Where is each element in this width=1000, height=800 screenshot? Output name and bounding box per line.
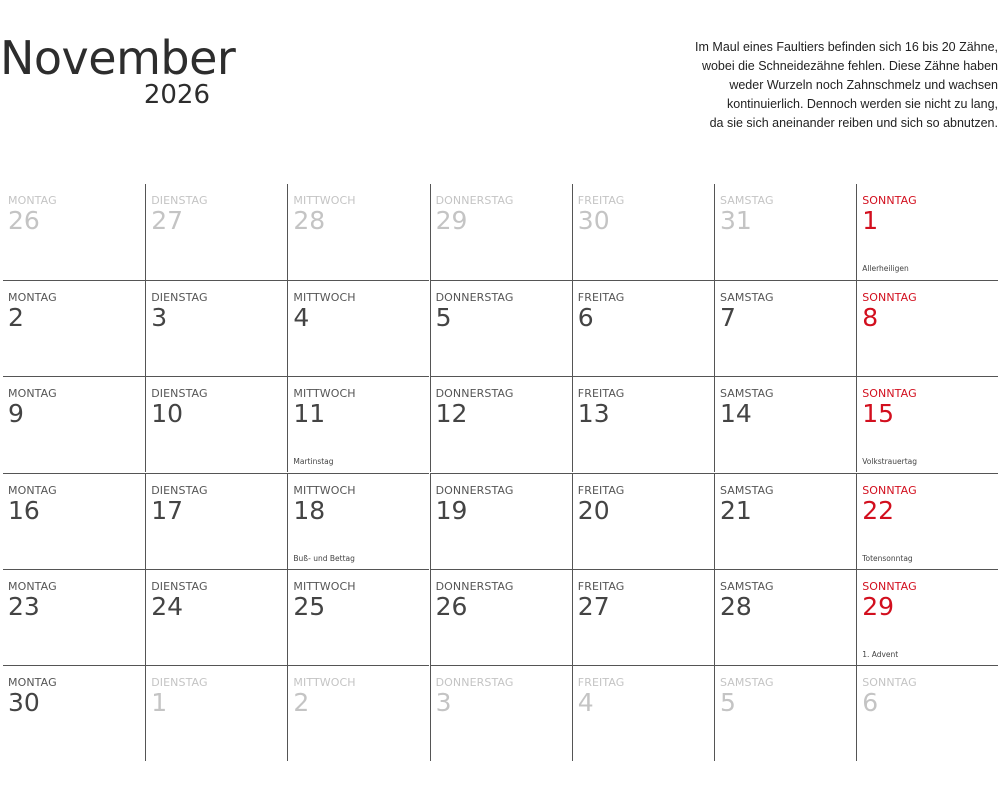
day-number: 1 xyxy=(151,688,168,717)
day-cell xyxy=(714,280,856,376)
day-cell xyxy=(572,184,714,280)
day-number: 19 xyxy=(435,495,468,525)
day-cell xyxy=(145,569,287,665)
day-number: 8 xyxy=(862,303,879,333)
day-number: 20 xyxy=(577,495,610,525)
weekday-label: SAMSTAG xyxy=(720,194,774,207)
day-cell xyxy=(856,280,998,376)
weekday-label: FREITAG xyxy=(577,676,625,689)
day-number: 3 xyxy=(151,303,168,333)
day-cell xyxy=(287,280,429,376)
day-number: 22 xyxy=(862,495,894,525)
day-cell xyxy=(714,665,856,761)
weekday-label: MITTWOCH xyxy=(293,483,356,497)
day-number: 29 xyxy=(862,591,894,621)
weekday-label: MONTAG xyxy=(8,291,57,305)
weekday-label: DONNERSTAG xyxy=(435,387,514,401)
weekday-label: DIENSTAG xyxy=(151,291,208,305)
day-number: 30 xyxy=(8,688,40,717)
day-cell xyxy=(572,665,714,761)
weekday-label: MITTWOCH xyxy=(293,291,356,305)
weekday-label: SONNTAG xyxy=(862,291,917,305)
fact-line: kontinuierlich. Dennoch werden sie nicht zu lang, xyxy=(727,97,998,111)
holiday-label: Totensonntag xyxy=(862,553,913,563)
day-cell xyxy=(3,376,145,472)
weekday-label: FREITAG xyxy=(577,579,625,593)
weekday-label: SAMSTAG xyxy=(720,387,774,401)
holiday-label: Buß- und Bettag xyxy=(293,553,355,563)
day-cell xyxy=(572,376,714,472)
weekday-label: DIENSTAG xyxy=(151,194,208,207)
day-number: 23 xyxy=(8,591,40,621)
year-title: 2026 xyxy=(143,80,210,110)
day-number: 27 xyxy=(577,591,610,621)
weekday-label: DONNERSTAG xyxy=(435,194,514,207)
fact-line: da sie sich aneinander reiben und sich so abnutzen. xyxy=(709,116,998,130)
day-cell xyxy=(572,569,714,665)
weekday-label: SONNTAG xyxy=(862,194,917,207)
day-number: 12 xyxy=(435,399,468,429)
day-number: 3 xyxy=(435,688,452,717)
day-number: 16 xyxy=(8,495,40,525)
holiday-label: Allerheiligen xyxy=(862,264,909,273)
day-cell xyxy=(572,280,714,376)
day-cell xyxy=(145,376,287,472)
day-cell xyxy=(714,569,856,665)
day-number: 5 xyxy=(435,303,452,333)
weekday-label: MONTAG xyxy=(8,676,57,689)
weekday-label: SAMSTAG xyxy=(720,676,774,689)
weekday-label: FREITAG xyxy=(577,291,625,305)
day-cell xyxy=(430,280,572,376)
day-cell xyxy=(3,569,145,665)
day-number: 2 xyxy=(8,303,24,333)
weekday-label: MITTWOCH xyxy=(293,194,356,207)
weekday-label: DONNERSTAG xyxy=(435,291,514,305)
day-number: 9 xyxy=(8,399,24,429)
weekday-label: MONTAG xyxy=(8,579,57,593)
weekday-label: SAMSTAG xyxy=(720,483,774,497)
fact-line: Im Maul eines Faultiers befinden sich 16 bis 20 Zähne, xyxy=(695,40,998,54)
weekday-label: MONTAG xyxy=(8,194,57,207)
day-cell xyxy=(287,665,429,761)
day-number: 6 xyxy=(577,303,594,333)
weekday-label: DONNERSTAG xyxy=(435,579,514,593)
calendar-grid xyxy=(3,184,999,762)
weekday-label: DONNERSTAG xyxy=(435,483,514,497)
day-number: 17 xyxy=(151,495,183,525)
weekday-label: DONNERSTAG xyxy=(435,676,514,689)
day-cell xyxy=(572,473,714,569)
weekday-label: DIENSTAG xyxy=(151,676,208,689)
weekday-label: SAMSTAG xyxy=(720,291,774,305)
day-cell xyxy=(430,569,572,665)
day-number: 13 xyxy=(577,399,610,429)
day-number: 31 xyxy=(720,206,752,235)
month-title: November xyxy=(0,31,236,85)
holiday-label: Volkstrauertag xyxy=(862,457,918,467)
weekday-label: DIENSTAG xyxy=(151,483,208,497)
holiday-label: 1. Advent xyxy=(862,649,899,659)
day-number: 25 xyxy=(293,591,326,621)
day-number: 10 xyxy=(151,399,183,429)
day-cell xyxy=(3,280,145,376)
day-cell xyxy=(3,473,145,569)
weekday-label: SONNTAG xyxy=(862,483,917,497)
day-number: 28 xyxy=(720,591,752,621)
day-number: 28 xyxy=(293,206,326,235)
day-cell xyxy=(714,376,856,472)
day-number: 15 xyxy=(862,399,894,429)
day-cell xyxy=(430,473,572,569)
day-number: 29 xyxy=(435,206,468,235)
fact-line: weder Wurzeln noch Zahnschmelz und wachsen xyxy=(729,78,998,92)
day-cell xyxy=(145,184,287,280)
day-number: 1 xyxy=(862,206,879,235)
day-cell xyxy=(287,184,429,280)
weekday-label: DIENSTAG xyxy=(151,579,208,593)
day-number: 14 xyxy=(720,399,752,429)
weekday-label: SONNTAG xyxy=(862,387,917,401)
day-cell xyxy=(145,473,287,569)
day-cell xyxy=(145,280,287,376)
day-cell xyxy=(714,473,856,569)
day-cell xyxy=(430,184,572,280)
day-cell xyxy=(856,569,998,665)
day-cell xyxy=(145,665,287,761)
weekday-label: FREITAG xyxy=(577,194,625,207)
day-number: 30 xyxy=(577,206,610,235)
day-cell xyxy=(287,376,429,472)
weekday-label: SAMSTAG xyxy=(720,579,774,593)
day-cell xyxy=(856,473,998,569)
fact-line: wobei die Schneidezähne fehlen. Diese Zähne haben xyxy=(701,59,998,73)
day-number: 27 xyxy=(151,206,183,235)
day-number: 6 xyxy=(862,688,879,717)
day-cell xyxy=(430,665,572,761)
day-cell xyxy=(287,569,429,665)
weekday-label: MITTWOCH xyxy=(293,387,356,401)
day-number: 21 xyxy=(720,495,752,525)
day-cell xyxy=(856,184,998,280)
weekday-label: FREITAG xyxy=(577,483,625,497)
weekday-label: SONNTAG xyxy=(862,579,917,593)
weekday-label: DIENSTAG xyxy=(151,387,208,401)
day-cell xyxy=(3,665,145,761)
day-number: 26 xyxy=(435,591,468,621)
holiday-label: Martinstag xyxy=(293,457,334,467)
day-number: 26 xyxy=(8,206,40,235)
weekday-label: MONTAG xyxy=(8,387,57,401)
day-number: 5 xyxy=(720,688,736,717)
day-cell xyxy=(856,665,998,761)
day-cell xyxy=(714,184,856,280)
fact-text xyxy=(658,38,998,133)
day-number: 2 xyxy=(293,688,310,717)
day-cell xyxy=(287,473,429,569)
day-cell xyxy=(856,376,998,472)
weekday-label: MITTWOCH xyxy=(293,676,356,689)
weekday-label: SONNTAG xyxy=(862,676,917,689)
weekday-label: MITTWOCH xyxy=(293,579,356,593)
weekday-label: FREITAG xyxy=(577,387,625,401)
day-number: 7 xyxy=(720,303,736,333)
day-cell xyxy=(430,376,572,472)
day-number: 18 xyxy=(293,495,326,525)
day-number: 4 xyxy=(293,303,310,333)
day-number: 4 xyxy=(577,688,594,717)
day-cell xyxy=(3,184,145,280)
day-number: 24 xyxy=(151,591,183,621)
weekday-label: MONTAG xyxy=(8,483,57,497)
day-number: 11 xyxy=(293,399,326,429)
